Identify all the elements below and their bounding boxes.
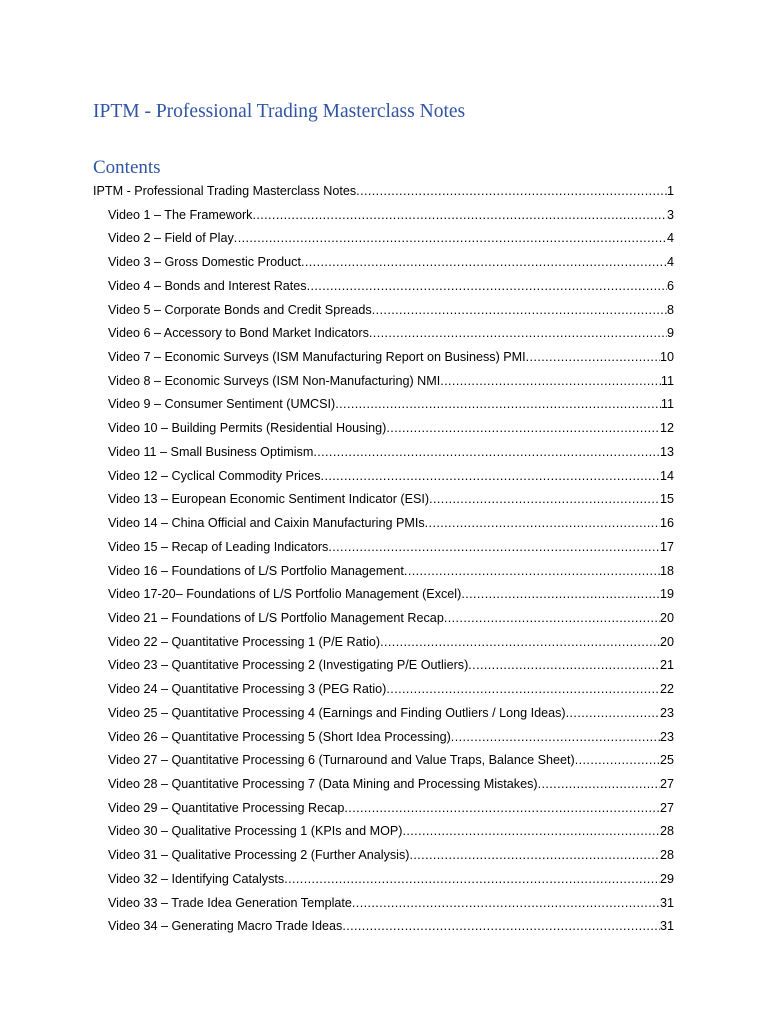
toc-dot-leader xyxy=(461,584,660,604)
toc-entry-title: Video 23 – Quantitative Processing 2 (Investigating P/E Outliers) xyxy=(108,658,469,673)
toc-page-number: 1 xyxy=(666,184,674,198)
toc-entry-title: Video 9 – Consumer Sentiment (UMCSI) xyxy=(108,397,336,412)
toc-dot-leader xyxy=(284,869,660,889)
toc-dot-leader xyxy=(444,608,660,628)
toc-entry-title: Video 27 – Quantitative Processing 6 (Turnaround and Value Traps, Balance Sheet) xyxy=(108,753,575,768)
toc-entry[interactable] xyxy=(108,561,674,581)
toc-entry-title: Video 5 – Corporate Bonds and Credit Spreads xyxy=(108,302,372,317)
toc-entry[interactable] xyxy=(108,347,674,367)
toc-page-number: 29 xyxy=(659,871,674,886)
toc-page-number: 31 xyxy=(659,895,674,910)
toc-entry-title: Video 21 – Foundations of L/S Portfolio Management Recap xyxy=(108,610,444,625)
toc-entry[interactable] xyxy=(108,774,674,794)
toc-page-number: 25 xyxy=(659,753,674,768)
toc-dot-leader xyxy=(429,489,660,509)
toc-page-number: 28 xyxy=(659,824,674,839)
toc-dot-leader xyxy=(313,442,660,462)
toc-entry[interactable] xyxy=(108,466,674,486)
toc-entry-title: Video 29 – Quantitative Processing Recap xyxy=(108,800,345,815)
toc-entry[interactable] xyxy=(108,655,674,675)
toc-page-number: 16 xyxy=(659,516,674,531)
toc-page-number: 4 xyxy=(666,231,674,246)
toc-dot-leader xyxy=(328,537,660,557)
toc-entry-title: Video 11 – Small Business Optimism xyxy=(108,444,314,459)
toc-entry[interactable] xyxy=(108,845,674,865)
toc-entry-title: Video 12 – Cyclical Commodity Prices xyxy=(108,468,321,483)
contents-heading: Contents xyxy=(93,157,161,178)
toc-entry[interactable] xyxy=(108,394,674,414)
toc-dot-leader xyxy=(234,228,667,248)
toc-dot-leader xyxy=(344,798,660,818)
toc-page-number: 20 xyxy=(659,610,674,625)
toc-page-number: 10 xyxy=(659,350,674,365)
toc-dot-leader xyxy=(342,916,660,936)
toc-entry[interactable] xyxy=(108,750,674,770)
toc-entry[interactable] xyxy=(108,821,674,841)
toc-page-number: 21 xyxy=(659,658,674,673)
toc-page-number: 9 xyxy=(666,326,674,341)
toc-entry[interactable] xyxy=(108,300,674,320)
toc-page-number: 3 xyxy=(666,207,674,222)
toc-dot-leader xyxy=(409,845,660,865)
toc-page-number: 19 xyxy=(659,587,674,602)
toc-page-number: 20 xyxy=(659,634,674,649)
toc-dot-leader xyxy=(526,347,660,367)
toc-entry[interactable] xyxy=(108,916,674,936)
toc-entry-title: Video 22 – Quantitative Processing 1 (P/E Ratio) xyxy=(108,634,381,649)
toc-page-number: 27 xyxy=(659,800,674,815)
toc-entry[interactable] xyxy=(108,584,674,604)
toc-entry[interactable] xyxy=(108,632,674,652)
toc-dot-leader xyxy=(386,679,660,699)
toc-page-number: 15 xyxy=(659,492,674,507)
toc-dot-leader xyxy=(369,323,667,343)
toc-dot-leader xyxy=(451,727,660,747)
toc-entry[interactable] xyxy=(108,869,674,889)
toc-page-number: 12 xyxy=(659,421,674,436)
toc-dot-leader xyxy=(575,750,660,770)
toc-entry[interactable] xyxy=(108,205,674,225)
toc-entry-title: Video 7 – Economic Surveys (ISM Manufacturing Report on Business) PMI xyxy=(108,350,526,365)
toc-entry-title: Video 1 – The Framework xyxy=(108,207,253,222)
toc-page-number: 8 xyxy=(666,302,674,317)
toc-entry-title: Video 17-20– Foundations of L/S Portfolio Management (Excel) xyxy=(108,587,462,602)
toc-entry-title: Video 3 – Gross Domestic Product xyxy=(108,255,301,270)
toc-dot-leader xyxy=(425,513,660,533)
toc-page-number: 18 xyxy=(659,563,674,578)
toc-entry-title: Video 25 – Quantitative Processing 4 (Earnings and Finding Outliers / Long Ideas) xyxy=(108,705,566,720)
toc-entry[interactable] xyxy=(108,276,674,296)
toc-entry-title: Video 33 – Trade Idea Generation Template xyxy=(108,895,352,910)
toc-dot-leader xyxy=(252,205,667,225)
toc-dot-leader xyxy=(538,774,660,794)
toc-entry[interactable] xyxy=(108,323,674,343)
toc-page-number: 13 xyxy=(659,444,674,459)
toc-entry-title: Video 31 – Qualitative Processing 2 (Further Analysis) xyxy=(108,848,410,863)
toc-entry-title: Video 26 – Quantitative Processing 5 (Short Idea Processing) xyxy=(108,729,451,744)
toc-page-number: 23 xyxy=(659,729,674,744)
toc-entry-title: Video 30 – Qualitative Processing 1 (KPIs and MOP) xyxy=(108,824,403,839)
toc-dot-leader xyxy=(356,181,667,201)
toc-page-number: 17 xyxy=(659,539,674,554)
toc-entry-title: Video 14 – China Official and Caixin Manufacturing PMIs xyxy=(108,516,425,531)
toc-entry[interactable] xyxy=(108,893,674,913)
toc-entry-title: Video 15 – Recap of Leading Indicators xyxy=(108,539,329,554)
toc-dot-leader xyxy=(440,371,661,391)
toc-page-number: 22 xyxy=(659,682,674,697)
toc-dot-leader xyxy=(321,466,660,486)
toc-dot-leader xyxy=(372,300,667,320)
toc-page-number: 4 xyxy=(666,255,674,270)
toc-page-number: 14 xyxy=(659,468,674,483)
toc-entry-title: Video 34 – Generating Macro Trade Ideas xyxy=(108,919,343,934)
toc-entry-title: Video 6 – Accessory to Bond Market Indicators xyxy=(108,326,369,341)
toc-page-number: 11 xyxy=(660,397,674,412)
toc-dot-leader xyxy=(386,418,660,438)
toc-dot-leader xyxy=(335,394,661,414)
toc-dot-leader xyxy=(404,561,660,581)
toc-entry[interactable] xyxy=(108,608,674,628)
toc-entry-title: Video 32 – Identifying Catalysts xyxy=(108,871,285,886)
toc-dot-leader xyxy=(468,655,660,675)
toc-page-number: 31 xyxy=(659,919,674,934)
toc-entry[interactable] xyxy=(108,418,674,438)
document-title: IPTM - Professional Trading Masterclass Notes xyxy=(93,101,466,122)
toc-entry-title: Video 16 – Foundations of L/S Portfolio Management xyxy=(108,563,404,578)
toc-entry[interactable] xyxy=(108,371,674,391)
toc-entry-title: Video 8 – Economic Surveys (ISM Non-Manufacturing) NMI xyxy=(108,373,441,388)
toc-entry[interactable] xyxy=(108,442,674,462)
toc-dot-leader xyxy=(380,632,660,652)
toc-entry[interactable] xyxy=(108,679,674,699)
toc-entry-title: Video 10 – Building Permits (Residential Housing) xyxy=(108,421,387,436)
toc-dot-leader xyxy=(566,703,660,723)
toc-page-number: 23 xyxy=(659,705,674,720)
toc-page-number: 28 xyxy=(659,848,674,863)
toc-entry-title: Video 13 – European Economic Sentiment Indicator (ESI) xyxy=(108,492,430,507)
toc-page-number: 6 xyxy=(666,278,674,293)
toc-entry[interactable] xyxy=(108,537,674,557)
toc-entry[interactable] xyxy=(108,727,674,747)
toc-dot-leader xyxy=(307,276,667,296)
toc-entry[interactable] xyxy=(108,228,674,248)
toc-entry-title: Video 4 – Bonds and Interest Rates xyxy=(108,278,307,293)
toc-entry-title: Video 2 – Field of Play xyxy=(108,231,234,246)
toc-entry[interactable] xyxy=(108,703,674,723)
toc-entry[interactable] xyxy=(108,252,674,272)
toc-entry[interactable] xyxy=(108,798,674,818)
toc-entry[interactable] xyxy=(108,489,674,509)
toc-dot-leader xyxy=(301,252,667,272)
toc-entry[interactable] xyxy=(93,181,674,201)
toc-dot-leader xyxy=(402,821,660,841)
toc-entry-title: IPTM - Professional Trading Masterclass Notes xyxy=(93,184,357,198)
toc-page-number: 11 xyxy=(660,373,674,388)
toc-dot-leader xyxy=(352,893,660,913)
toc-entry-title: Video 28 – Quantitative Processing 7 (Data Mining and Processing Mistakes) xyxy=(108,777,538,791)
toc-entry[interactable] xyxy=(108,513,674,533)
toc-page-number: 27 xyxy=(659,777,674,791)
toc-entry-title: Video 24 – Quantitative Processing 3 (PEG Ratio) xyxy=(108,682,387,697)
